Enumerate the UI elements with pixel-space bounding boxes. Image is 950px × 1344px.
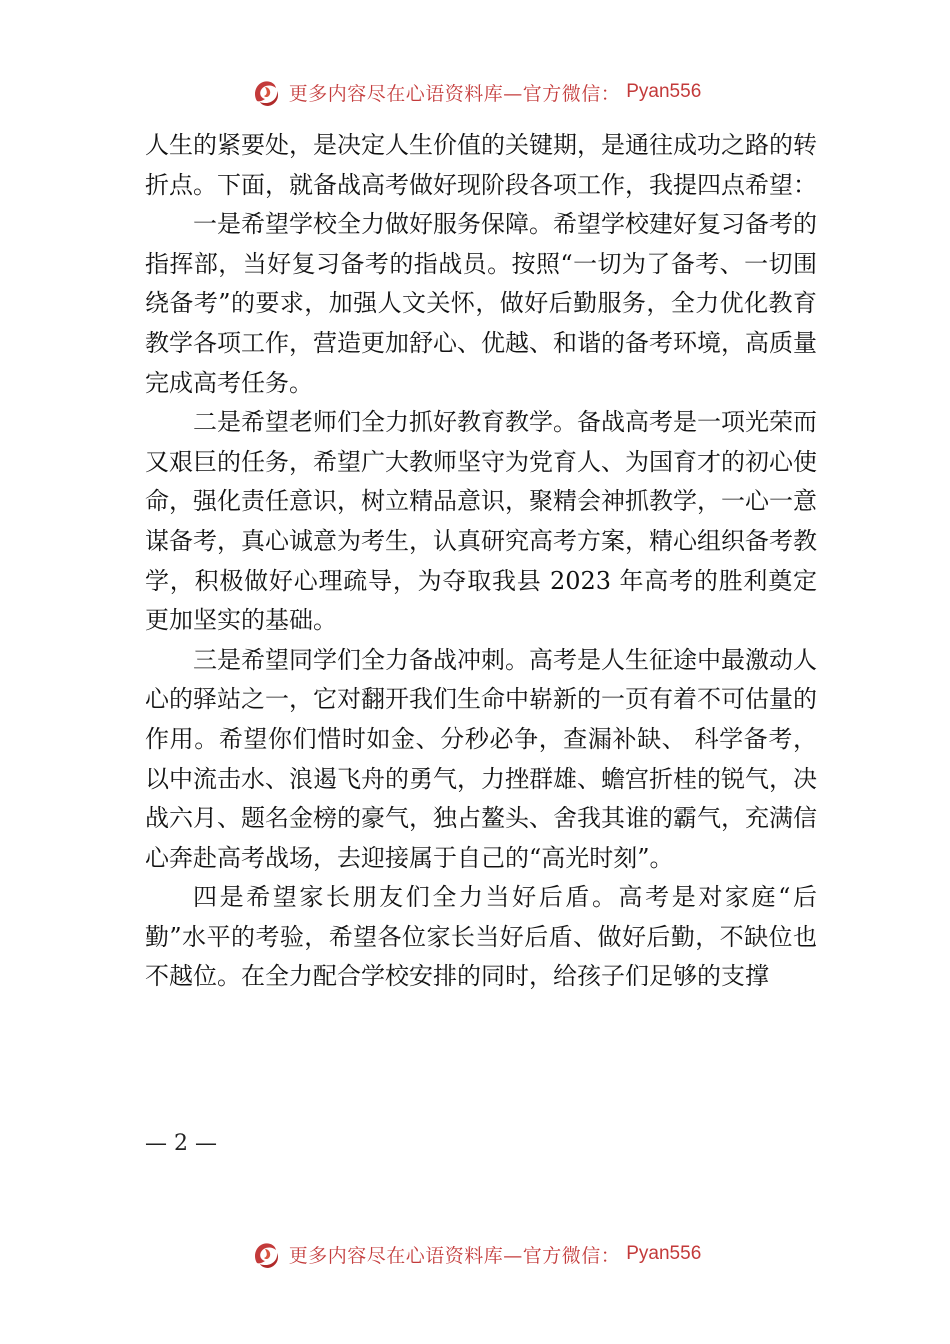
paragraph-students: 三是希望同学们全力备战冲刺。高考是人生征途中最激动人心的驿站之一，它对翻开我们生命中崭新的一页有着不可估量的作用。希望你们惜时如金、分秒必争，查漏补缺、 科学备考，以中流击水、浪遏飞舟的勇气，力挫群雄、蟾宫折桂的锐气，决战六月、题名金榜的豪气，独占鳌头、舍我其谁的霸气，充满信心奔赴高考战场，去迎接属于自己的“高光时刻”。: [145, 645, 817, 872]
watermark-wechat-id: Pyan556: [626, 81, 702, 102]
watermark-text: 更多内容尽在心语资料库—官方微信：: [288, 1244, 621, 1267]
watermark-wechat-id: Pyan556: [626, 1243, 702, 1264]
page-number: — 2 —: [145, 1131, 217, 1156]
footer-watermark: [0, 1236, 950, 1272]
document-body: [145, 126, 817, 997]
paragraph-continuation: 人生的紧要处，是决定人生价值的关键期，是通往成功之路的转折点。下面，就备战高考做好现阶段各项工作，我提四点希望：: [145, 131, 817, 199]
flame-swirl-logo-icon: [249, 1237, 283, 1271]
paragraph-school: 一是希望学校全力做好服务保障。希望学校建好复习备考的指挥部，当好复习备考的指战员。按照“一切为了备考、一切围绕备考”的要求，加强人文关怀，做好后勤服务，全力优化教育教学各项工作，营造更加舒心、优越、和谐的备考环境，高质量完成高考任务。: [145, 210, 817, 397]
paragraph-teachers: 二是希望老师们全力抓好教育教学。备战高考是一项光荣而又艰巨的任务，希望广大教师坚守为党育人、为国育才的初心使命，强化责任意识，树立精品意识，聚精会神抓教学，一心一意谋备考，真心诚意为考生，认真研究高考方案，精心组织备考教学，积极做好心理疏导，为夺取我县 2023 年高考的胜利奠定更加坚实的基础。: [145, 408, 817, 635]
watermark-text: 更多内容尽在心语资料库—官方微信：: [288, 82, 621, 105]
paragraph-parents: 四是希望家长朋友们全力当好后盾。高考是对家庭“后勤”水平的考验，希望各位家长当好后盾、做好后勤，不缺位也不越位。在全力配合学校安排的同时，给孩子们足够的支撑: [145, 883, 817, 991]
flame-swirl-logo-icon: [249, 75, 283, 109]
header-watermark: [0, 74, 950, 110]
